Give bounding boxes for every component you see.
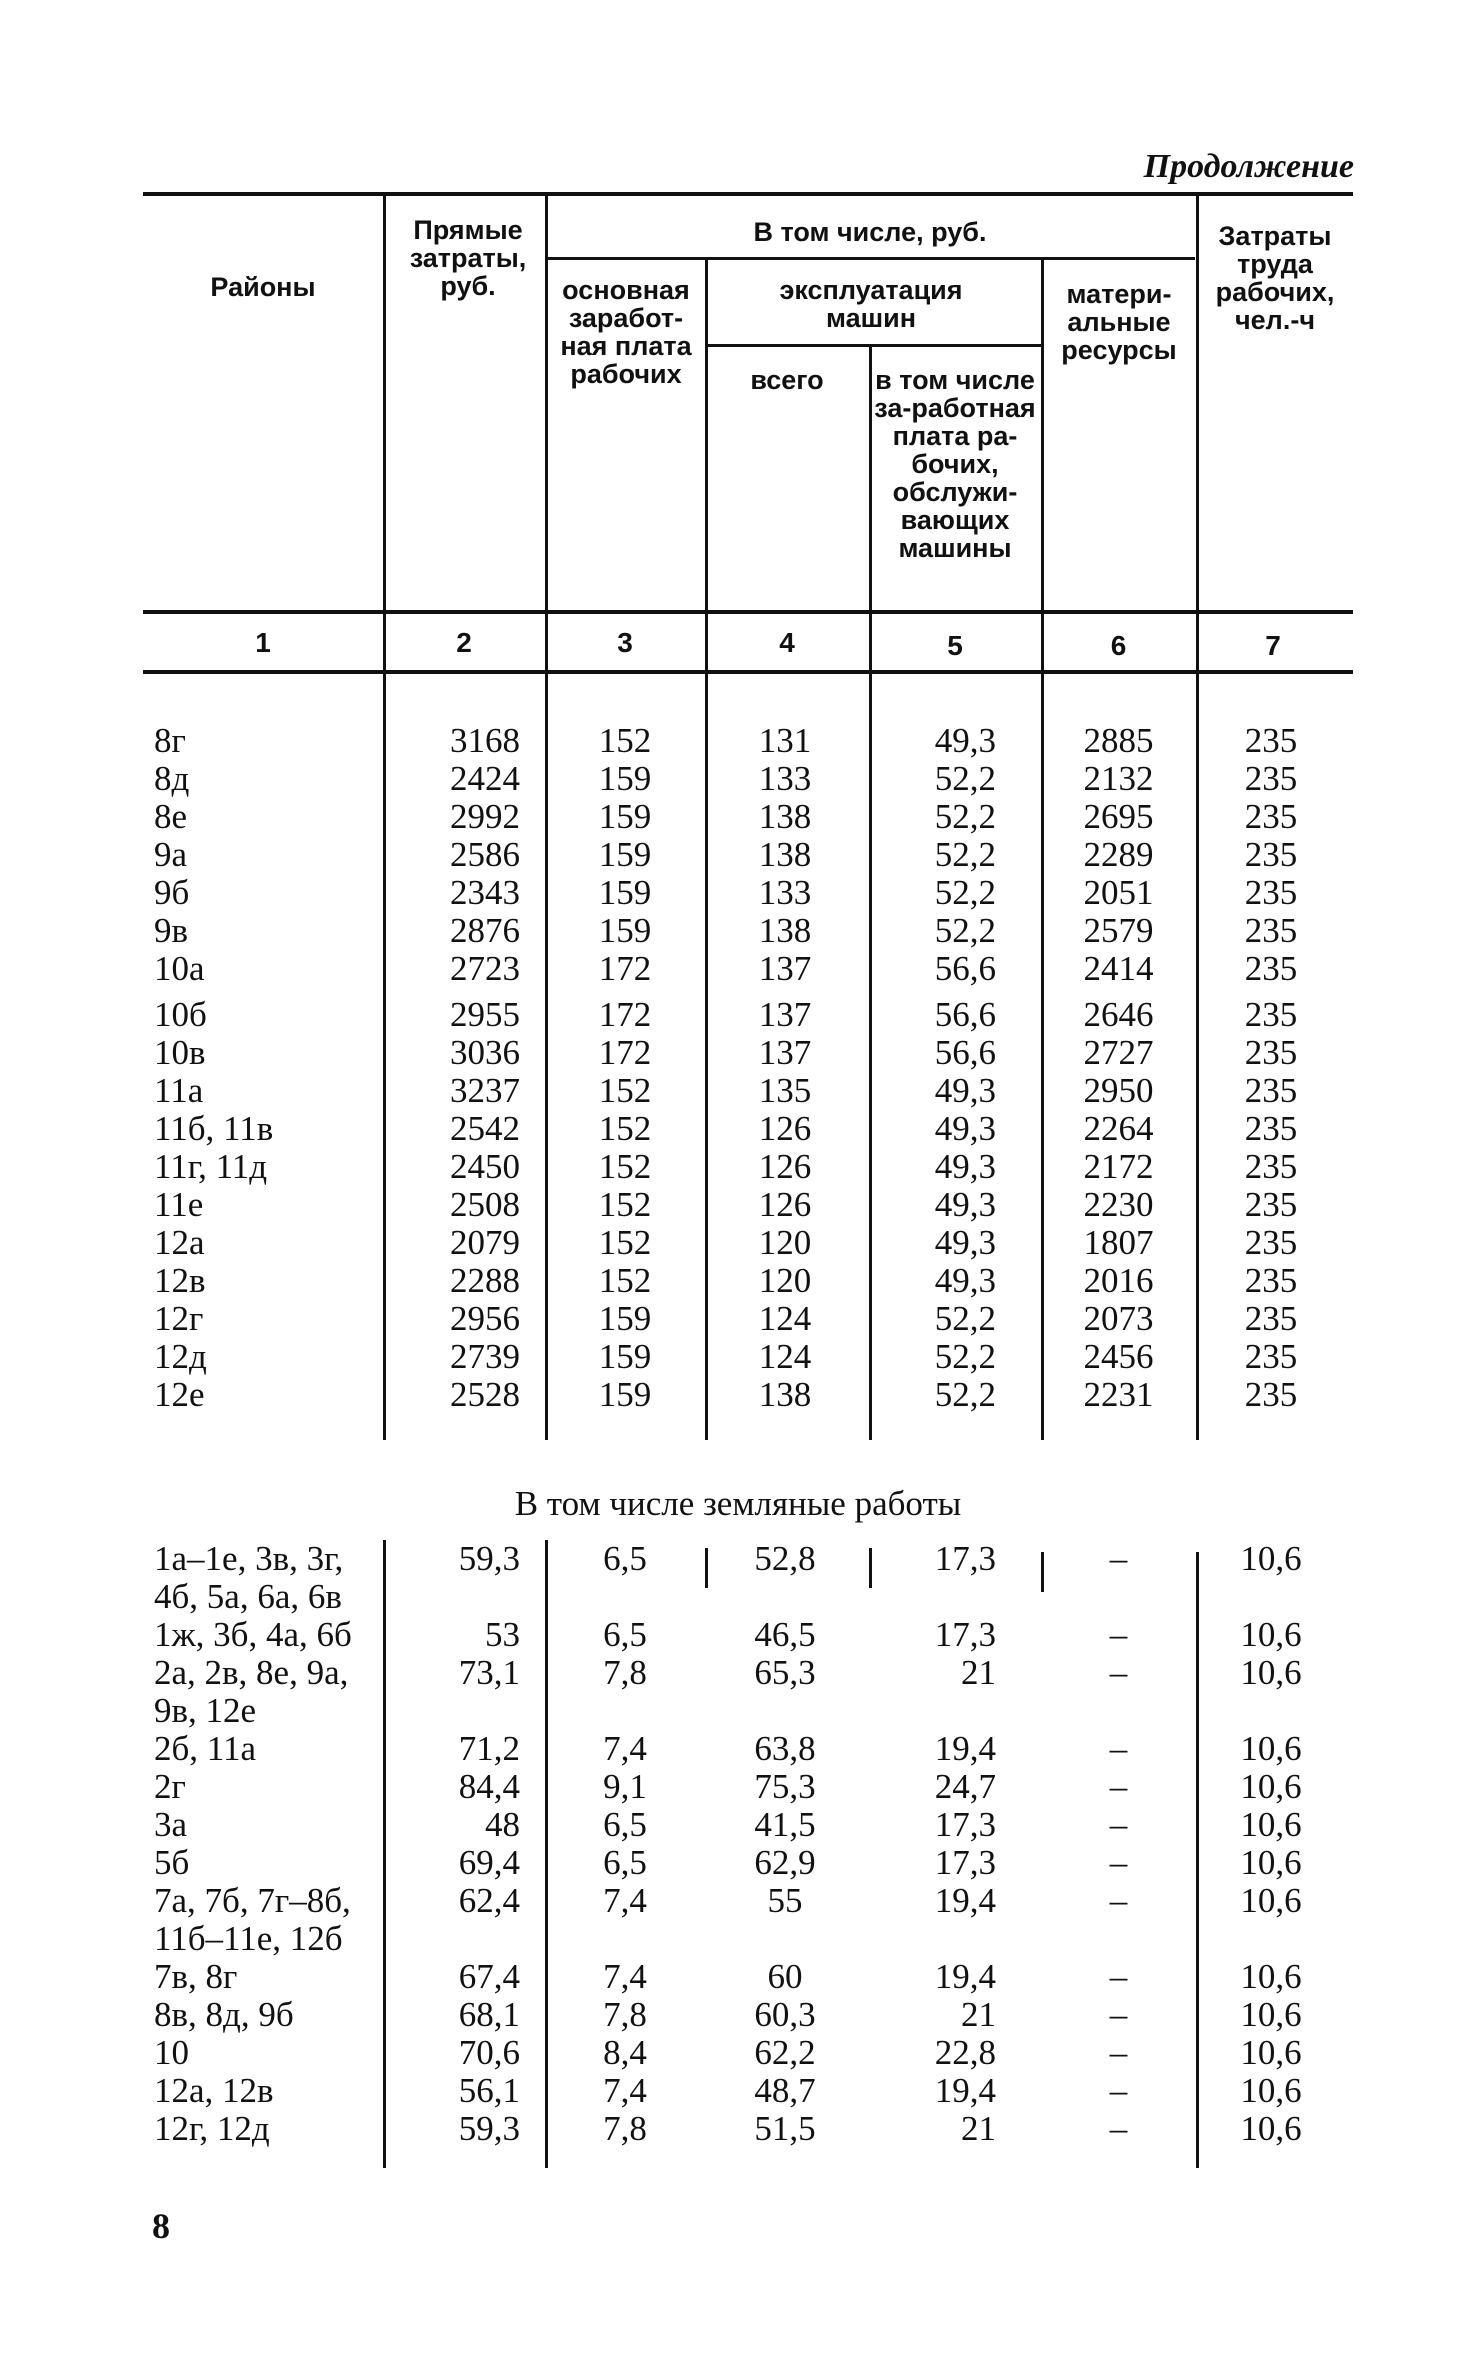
table-row bbox=[0, 760, 1476, 798]
cell-materials: 2264 bbox=[1083, 1109, 1154, 1148]
cell-labor: 10,6 bbox=[1240, 1653, 1302, 1692]
cell-labor: 10,6 bbox=[1240, 1805, 1302, 1844]
cell-region: 7в, 8г bbox=[154, 1957, 238, 1996]
table-row bbox=[0, 912, 1476, 950]
cell-mach-total: 55 bbox=[767, 1881, 803, 1920]
cell-region: 9в bbox=[154, 911, 189, 950]
cell-direct: 2424 bbox=[450, 759, 520, 798]
cell-direct: 56,1 bbox=[458, 2071, 520, 2110]
cell-mach-total: 138 bbox=[758, 835, 812, 874]
cell-materials: – bbox=[1109, 1729, 1128, 1768]
cell-mach-wages: 49,3 bbox=[934, 1223, 996, 1262]
table-row bbox=[0, 1616, 1476, 1654]
cell-labor: 235 bbox=[1244, 1033, 1298, 1072]
cell-mach-wages: 21 bbox=[961, 2109, 996, 2148]
cell-direct: 48 bbox=[485, 1805, 520, 1844]
table-row bbox=[0, 1224, 1476, 1262]
cell-wages: 7,4 bbox=[603, 1957, 647, 1996]
cell-mach-wages: 52,2 bbox=[934, 835, 996, 874]
cell-mach-total: 46,5 bbox=[754, 1615, 816, 1654]
number-row-rule bbox=[143, 670, 1353, 674]
cell-mach-wages: 52,2 bbox=[934, 873, 996, 912]
cell-mach-wages: 52,2 bbox=[934, 1299, 996, 1338]
cell-mach-wages: 52,2 bbox=[934, 1375, 996, 1414]
cell-materials: – bbox=[1109, 1653, 1128, 1692]
cell-direct: 3036 bbox=[450, 1033, 520, 1072]
table-row bbox=[0, 1110, 1476, 1148]
cell-region: 12в bbox=[154, 1261, 206, 1300]
cell-mach-wages: 56,6 bbox=[934, 949, 996, 988]
cell-direct: 69,4 bbox=[458, 1843, 520, 1882]
header-machines-wages: в том числе за-работная плата ра-бочих, обслужи-вающих машины bbox=[874, 365, 1036, 563]
cell-materials: 2950 bbox=[1083, 1071, 1154, 1110]
table-row bbox=[0, 1996, 1476, 2034]
cell-labor: 235 bbox=[1244, 1299, 1298, 1338]
table-row bbox=[0, 1262, 1476, 1300]
cell-mach-total: 75,3 bbox=[754, 1767, 816, 1806]
cell-region: 10б bbox=[154, 995, 207, 1034]
cell-mach-total: 126 bbox=[758, 1185, 812, 1224]
cell-mach-total: 133 bbox=[758, 759, 812, 798]
table-row bbox=[0, 1730, 1476, 1768]
table-row bbox=[0, 2072, 1476, 2110]
cell-labor: 10,6 bbox=[1240, 2109, 1302, 2148]
header-rule-including bbox=[545, 257, 1195, 260]
cell-direct: 67,4 bbox=[458, 1957, 520, 1996]
cell-region: 11е bbox=[154, 1185, 204, 1224]
table-row bbox=[0, 2034, 1476, 2072]
cell-region: 2б, 11а bbox=[154, 1729, 257, 1768]
cell-region: 8е bbox=[154, 797, 188, 836]
cell-region: 9б bbox=[154, 873, 190, 912]
table-row bbox=[0, 1958, 1476, 1996]
cell-wages: 7,4 bbox=[603, 1729, 647, 1768]
cell-region: 11б, 11в bbox=[154, 1109, 274, 1148]
cell-wages: 172 bbox=[598, 1033, 652, 1072]
cell-wages: 7,8 bbox=[603, 1995, 647, 2034]
cell-direct: 84,4 bbox=[458, 1767, 520, 1806]
cell-mach-total: 135 bbox=[758, 1071, 812, 1110]
cell-region: 12г bbox=[154, 1299, 204, 1338]
cell-wages: 6,5 bbox=[603, 1843, 647, 1882]
cell-materials: – bbox=[1109, 1843, 1128, 1882]
header-regions: Районы bbox=[210, 272, 316, 302]
cell-region: 12д bbox=[154, 1337, 207, 1376]
cell-mach-wages: 49,3 bbox=[934, 1185, 996, 1224]
cell-materials: 2073 bbox=[1083, 1299, 1154, 1338]
header-bottom-rule bbox=[143, 610, 1353, 614]
cell-labor: 10,6 bbox=[1240, 2071, 1302, 2110]
cell-direct: 2508 bbox=[450, 1185, 520, 1224]
cell-labor: 235 bbox=[1244, 1071, 1298, 1110]
cell-region: 11а bbox=[154, 1071, 204, 1110]
cell-wages: 6,5 bbox=[603, 1539, 647, 1578]
cell-region: 11г, 11д bbox=[154, 1147, 268, 1186]
cell-wages: 159 bbox=[598, 797, 652, 836]
cell-mach-total: 133 bbox=[758, 873, 812, 912]
cell-mach-total: 60,3 bbox=[754, 1995, 816, 2034]
cell-mach-total: 52,8 bbox=[754, 1539, 816, 1578]
cell-wages: 152 bbox=[598, 1071, 652, 1110]
cell-region: 4б, 5а, 6а, 6в bbox=[154, 1577, 342, 1616]
cell-region: 1ж, 3б, 4а, 6б bbox=[154, 1615, 352, 1654]
cell-labor: 235 bbox=[1244, 1375, 1298, 1414]
table-row bbox=[0, 1072, 1476, 1110]
cell-mach-total: 126 bbox=[758, 1147, 812, 1186]
cell-direct: 3237 bbox=[450, 1071, 520, 1110]
cell-mach-total: 137 bbox=[758, 995, 812, 1034]
cell-mach-total: 120 bbox=[758, 1261, 812, 1300]
header-vline bbox=[705, 259, 708, 672]
table-row bbox=[0, 874, 1476, 912]
cell-mach-total: 120 bbox=[758, 1223, 812, 1262]
cell-labor: 235 bbox=[1244, 759, 1298, 798]
table-row bbox=[0, 1300, 1476, 1338]
header-wages: основная заработ-ная плата рабочих bbox=[560, 275, 692, 389]
header-labor-costs: Затраты труда рабочих, чел.-ч bbox=[1215, 221, 1335, 335]
cell-labor: 10,6 bbox=[1240, 1767, 1302, 1806]
table-row bbox=[0, 996, 1476, 1034]
cell-wages: 152 bbox=[598, 1223, 652, 1262]
cell-mach-wages: 21 bbox=[961, 1995, 996, 2034]
cell-materials: 1807 bbox=[1083, 1223, 1154, 1262]
cell-direct: 59,3 bbox=[458, 2109, 520, 2148]
table-row bbox=[0, 1768, 1476, 1806]
header-vline bbox=[1041, 259, 1044, 672]
header-machines-total: всего bbox=[750, 365, 824, 395]
table-row bbox=[0, 1806, 1476, 1844]
cell-wages: 152 bbox=[598, 1185, 652, 1224]
cell-region: 11б–11е, 12б bbox=[154, 1919, 343, 1958]
cell-region: 10в bbox=[154, 1033, 206, 1072]
cell-wages: 159 bbox=[598, 873, 652, 912]
cell-materials: – bbox=[1109, 1615, 1128, 1654]
cell-mach-wages: 52,2 bbox=[934, 797, 996, 836]
cell-wages: 152 bbox=[598, 1261, 652, 1300]
cell-materials: – bbox=[1109, 1881, 1128, 1920]
cell-mach-wages: 52,2 bbox=[934, 1337, 996, 1376]
cell-region: 12г, 12д bbox=[154, 2109, 270, 2148]
cell-mach-total: 63,8 bbox=[754, 1729, 816, 1768]
cell-materials: 2132 bbox=[1083, 759, 1154, 798]
table-row bbox=[0, 1186, 1476, 1224]
cell-labor: 235 bbox=[1244, 797, 1298, 836]
cell-region: 2г bbox=[154, 1767, 186, 1806]
cell-materials: 2885 bbox=[1083, 721, 1154, 760]
cell-labor: 235 bbox=[1244, 873, 1298, 912]
cell-wages: 152 bbox=[598, 721, 652, 760]
cell-labor: 235 bbox=[1244, 1223, 1298, 1262]
cell-materials: 2231 bbox=[1083, 1375, 1154, 1414]
cell-materials: – bbox=[1109, 2071, 1128, 2110]
cell-wages: 172 bbox=[598, 995, 652, 1034]
table-row bbox=[0, 1376, 1476, 1414]
cell-labor: 235 bbox=[1244, 995, 1298, 1034]
cell-labor: 235 bbox=[1244, 1185, 1298, 1224]
cell-mach-wages: 56,6 bbox=[934, 1033, 996, 1072]
table-row bbox=[0, 1882, 1476, 1920]
table-row bbox=[0, 1692, 1476, 1730]
header-including: В том числе, руб. bbox=[753, 217, 987, 247]
cell-direct: 2288 bbox=[450, 1261, 520, 1300]
cell-direct: 2343 bbox=[450, 873, 520, 912]
cell-region: 10а bbox=[154, 949, 205, 988]
table-top-rule bbox=[143, 192, 1353, 196]
cell-mach-wages: 19,4 bbox=[934, 1957, 996, 1996]
cell-materials: – bbox=[1109, 1767, 1128, 1806]
cell-mach-wages: 17,3 bbox=[934, 1615, 996, 1654]
column-number: 4 bbox=[779, 627, 795, 658]
cell-mach-total: 60 bbox=[767, 1957, 803, 1996]
table-row bbox=[0, 1148, 1476, 1186]
cell-labor: 235 bbox=[1244, 911, 1298, 950]
cell-region: 9в, 12е bbox=[154, 1691, 257, 1730]
cell-wages: 7,4 bbox=[603, 2071, 647, 2110]
cell-mach-wages: 49,3 bbox=[934, 1109, 996, 1148]
cell-mach-total: 137 bbox=[758, 949, 812, 988]
cell-labor: 235 bbox=[1244, 1109, 1298, 1148]
cell-wages: 159 bbox=[598, 835, 652, 874]
cell-mach-wages: 17,3 bbox=[934, 1843, 996, 1882]
cell-labor: 235 bbox=[1244, 835, 1298, 874]
header-vline bbox=[545, 194, 548, 672]
cell-direct: 2079 bbox=[450, 1223, 520, 1262]
cell-mach-total: 48,7 bbox=[754, 2071, 816, 2110]
cell-mach-wages: 52,2 bbox=[934, 759, 996, 798]
header-direct-costs: Прямые затраты, руб. bbox=[409, 215, 527, 301]
cell-mach-total: 62,2 bbox=[754, 2033, 816, 2072]
cell-mach-total: 62,9 bbox=[754, 1843, 816, 1882]
cell-labor: 235 bbox=[1244, 949, 1298, 988]
cell-materials: 2051 bbox=[1083, 873, 1154, 912]
cell-mach-total: 65,3 bbox=[754, 1653, 816, 1692]
table-row bbox=[0, 1654, 1476, 1692]
cell-materials: – bbox=[1109, 1957, 1128, 1996]
cell-region: 8в, 8д, 9б bbox=[154, 1995, 294, 2034]
column-number: 6 bbox=[1110, 630, 1127, 661]
cell-region: 5б bbox=[154, 1843, 190, 1882]
cell-materials: 2016 bbox=[1083, 1261, 1154, 1300]
column-number: 5 bbox=[947, 630, 963, 661]
cell-labor: 235 bbox=[1244, 1337, 1298, 1376]
table-row bbox=[0, 1540, 1476, 1578]
cell-direct: 2542 bbox=[450, 1109, 520, 1148]
cell-materials: 2695 bbox=[1083, 797, 1154, 836]
cell-mach-wages: 49,3 bbox=[934, 1147, 996, 1186]
cell-mach-total: 51,5 bbox=[754, 2109, 816, 2148]
cell-region: 10 bbox=[154, 2033, 189, 2072]
table-row bbox=[0, 1920, 1476, 1958]
cell-region: 2а, 2в, 8е, 9а, bbox=[154, 1653, 349, 1692]
cell-mach-wages: 19,4 bbox=[934, 2071, 996, 2110]
cell-mach-wages: 22,8 bbox=[934, 2033, 996, 2072]
cell-direct: 59,3 bbox=[458, 1539, 520, 1578]
header-rule-machines bbox=[705, 344, 1041, 347]
cell-labor: 10,6 bbox=[1240, 2033, 1302, 2072]
cell-direct: 53 bbox=[485, 1615, 520, 1654]
cell-wages: 159 bbox=[598, 1375, 652, 1414]
cell-direct: 2739 bbox=[450, 1337, 520, 1376]
cell-mach-total: 126 bbox=[758, 1109, 812, 1148]
cell-wages: 159 bbox=[598, 1337, 652, 1376]
cell-materials: 2646 bbox=[1083, 995, 1154, 1034]
cell-labor: 10,6 bbox=[1240, 1729, 1302, 1768]
table-row bbox=[0, 1844, 1476, 1882]
cell-labor: 10,6 bbox=[1240, 1539, 1302, 1578]
page-number: 8 bbox=[152, 2206, 170, 2246]
cell-wages: 9,1 bbox=[603, 1767, 647, 1806]
cell-labor: 235 bbox=[1244, 1261, 1298, 1300]
cell-direct: 2450 bbox=[450, 1147, 520, 1186]
table-row bbox=[0, 798, 1476, 836]
cell-mach-wages: 19,4 bbox=[934, 1729, 996, 1768]
table-row bbox=[0, 1578, 1476, 1616]
cell-mach-total: 41,5 bbox=[754, 1805, 816, 1844]
cell-mach-wages: 49,3 bbox=[934, 721, 996, 760]
cell-materials: 2230 bbox=[1083, 1185, 1154, 1224]
cell-wages: 6,5 bbox=[603, 1805, 647, 1844]
cell-region: 12е bbox=[154, 1375, 205, 1414]
cell-region: 8д bbox=[154, 759, 190, 798]
table-row bbox=[0, 722, 1476, 760]
cell-direct: 71,2 bbox=[458, 1729, 520, 1768]
cell-mach-total: 138 bbox=[758, 1375, 812, 1414]
cell-mach-wages: 19,4 bbox=[934, 1881, 996, 1920]
cell-materials: 2289 bbox=[1083, 835, 1154, 874]
cell-materials: – bbox=[1109, 2109, 1128, 2148]
table-row bbox=[0, 1034, 1476, 1072]
cell-region: 12а bbox=[154, 1223, 205, 1262]
cell-labor: 10,6 bbox=[1240, 1995, 1302, 2034]
cell-mach-wages: 52,2 bbox=[934, 911, 996, 950]
cell-materials: – bbox=[1109, 2033, 1128, 2072]
cell-labor: 235 bbox=[1244, 721, 1298, 760]
header-vline bbox=[383, 194, 386, 672]
cell-direct: 2955 bbox=[450, 995, 520, 1034]
cell-mach-total: 124 bbox=[758, 1337, 812, 1376]
cell-materials: 2456 bbox=[1083, 1337, 1154, 1376]
cell-direct: 70,6 bbox=[458, 2033, 520, 2072]
table-row bbox=[0, 2110, 1476, 2148]
cell-direct: 2876 bbox=[450, 911, 520, 950]
cell-labor: 235 bbox=[1244, 1147, 1298, 1186]
column-number: 3 bbox=[617, 627, 633, 658]
cell-wages: 159 bbox=[598, 1299, 652, 1338]
cell-wages: 7,4 bbox=[603, 1881, 647, 1920]
table-row bbox=[0, 836, 1476, 874]
cell-region: 3а bbox=[154, 1805, 188, 1844]
cell-region: 1а–1е, 3в, 3г, bbox=[154, 1539, 344, 1578]
cell-wages: 172 bbox=[598, 949, 652, 988]
cell-direct: 73,1 bbox=[458, 1653, 520, 1692]
cell-materials: 2172 bbox=[1083, 1147, 1154, 1186]
header-vline bbox=[869, 346, 872, 672]
cell-mach-total: 137 bbox=[758, 1033, 812, 1072]
cell-mach-total: 131 bbox=[758, 721, 812, 760]
header-materials: матери-альные ресурсы bbox=[1061, 279, 1177, 365]
column-number: 7 bbox=[1265, 630, 1281, 661]
cell-region: 7а, 7б, 7г–8б, bbox=[154, 1881, 351, 1920]
cell-labor: 10,6 bbox=[1240, 1843, 1302, 1882]
cell-direct: 2992 bbox=[450, 797, 520, 836]
cell-mach-wages: 17,3 bbox=[934, 1539, 996, 1578]
cell-materials: – bbox=[1109, 1995, 1128, 2034]
cell-mach-wages: 49,3 bbox=[934, 1071, 996, 1110]
cell-wages: 159 bbox=[598, 759, 652, 798]
cell-wages: 152 bbox=[598, 1109, 652, 1148]
table-row bbox=[0, 1338, 1476, 1376]
cell-direct: 2956 bbox=[450, 1299, 520, 1338]
cell-direct: 68,1 bbox=[458, 1995, 520, 2034]
cell-wages: 7,8 bbox=[603, 1653, 647, 1692]
continuation-label: Продолжение bbox=[1143, 148, 1354, 185]
section-subtitle: В том числе земляные работы bbox=[514, 1484, 962, 1523]
cell-mach-wages: 21 bbox=[961, 1653, 996, 1692]
cell-region: 12а, 12в bbox=[154, 2071, 274, 2110]
cell-direct: 2528 bbox=[450, 1375, 520, 1414]
column-number: 2 bbox=[456, 627, 472, 658]
cell-wages: 6,5 bbox=[603, 1615, 647, 1654]
cell-region: 8г bbox=[154, 721, 186, 760]
cell-direct: 2586 bbox=[450, 835, 520, 874]
cell-wages: 7,8 bbox=[603, 2109, 647, 2148]
cell-direct: 62,4 bbox=[458, 1881, 520, 1920]
cell-mach-wages: 17,3 bbox=[934, 1805, 996, 1844]
cell-mach-total: 124 bbox=[758, 1299, 812, 1338]
cell-materials: – bbox=[1109, 1539, 1128, 1578]
cell-mach-total: 138 bbox=[758, 797, 812, 836]
cell-direct: 3168 bbox=[450, 721, 520, 760]
header-machines: эксплуатация машин bbox=[779, 275, 963, 333]
cell-direct: 2723 bbox=[450, 949, 520, 988]
cell-materials: 2727 bbox=[1083, 1033, 1154, 1072]
cell-wages: 159 bbox=[598, 911, 652, 950]
header-vline bbox=[1196, 194, 1199, 672]
cell-mach-wages: 24,7 bbox=[934, 1767, 996, 1806]
cell-wages: 8,4 bbox=[603, 2033, 647, 2072]
column-number: 1 bbox=[255, 627, 271, 658]
cell-materials: – bbox=[1109, 1805, 1128, 1844]
table-row bbox=[0, 950, 1476, 988]
cell-region: 9а bbox=[154, 835, 188, 874]
cell-labor: 10,6 bbox=[1240, 1615, 1302, 1654]
cell-labor: 10,6 bbox=[1240, 1957, 1302, 1996]
cell-mach-wages: 56,6 bbox=[934, 995, 996, 1034]
cell-materials: 2414 bbox=[1083, 949, 1154, 988]
cell-mach-total: 138 bbox=[758, 911, 812, 950]
cell-labor: 10,6 bbox=[1240, 1881, 1302, 1920]
cell-materials: 2579 bbox=[1083, 911, 1154, 950]
cell-mach-wages: 49,3 bbox=[934, 1261, 996, 1300]
cell-wages: 152 bbox=[598, 1147, 652, 1186]
